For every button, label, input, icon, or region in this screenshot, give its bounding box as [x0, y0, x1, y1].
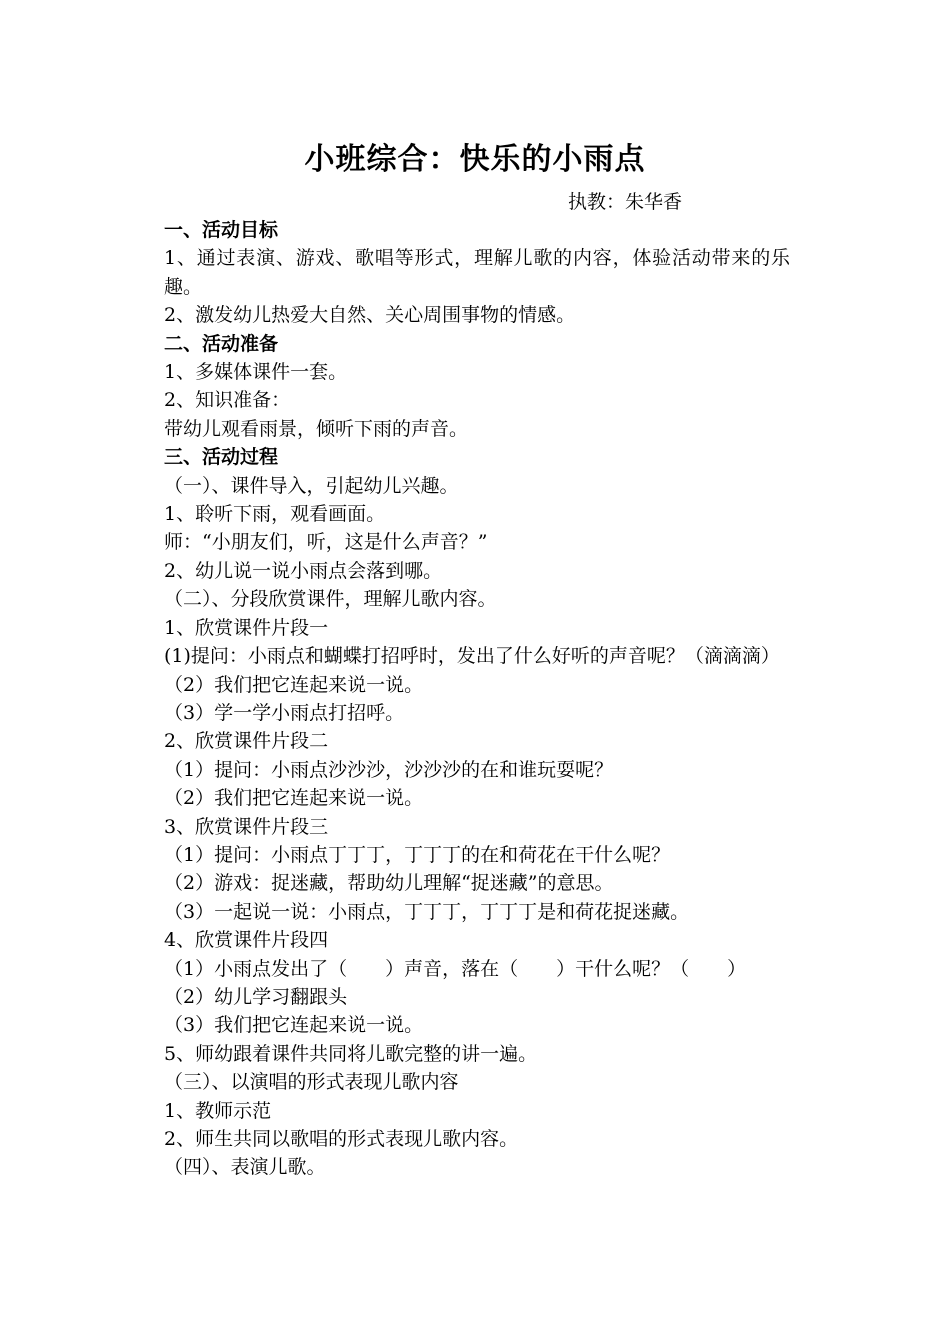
- paragraph-line: （1）提问：小雨点沙沙沙，沙沙沙的在和谁玩耍呢？: [164, 758, 614, 781]
- paragraph-line: 2、知识准备：: [164, 389, 291, 412]
- document-title: 小班综合：快乐的小雨点: [304, 142, 646, 177]
- paragraph-line: （二）、分段欣赏课件，理解儿歌内容。: [164, 588, 497, 611]
- paragraph-line: 带幼儿观看雨景，倾听下雨的声音。: [164, 417, 469, 440]
- paragraph-line: （2）我们把它连起来说一说。: [164, 787, 424, 810]
- paragraph-line: 1、教师示范: [164, 1099, 272, 1122]
- paragraph-line: （1）小雨点发出了（ ）声音，落在（ ）干什么呢？（ ）: [164, 957, 747, 980]
- paragraph-line: 1、通过表演、游戏、歌唱等形式，理解儿歌的内容，体验活动带来的乐趣。: [164, 247, 790, 298]
- paragraph-line: 2、欣赏课件片段二: [164, 730, 329, 753]
- paragraph-line: 1、欣赏课件片段一: [164, 616, 329, 639]
- paragraph-line: 1、多媒体课件一套。: [164, 361, 348, 384]
- section-heading: 二、活动准备: [164, 332, 279, 355]
- paragraph-line: 2、师生共同以歌唱的形式表现儿歌内容。: [164, 1128, 519, 1150]
- paragraph-line: （三）、以演唱的形式表现儿歌内容: [164, 1071, 459, 1094]
- paragraph-line: 5、师幼跟着课件共同将儿歌完整的讲一遍。: [164, 1042, 538, 1065]
- paragraph-line: （3）我们把它连起来说一说。: [164, 1014, 424, 1037]
- section-heading: 三、活动过程: [164, 446, 279, 469]
- paragraph-line: 2、激发幼儿热爱大自然、关心周围事物的情感。: [164, 304, 576, 327]
- teacher-credit: 执教：朱华香: [568, 191, 683, 213]
- paragraph-line: （一）、课件导入，引起幼儿兴趣。: [164, 474, 459, 497]
- paragraph-line: 2、幼儿说一说小雨点会落到哪。: [164, 559, 443, 582]
- paragraph-line: （2）游戏：捉迷藏，帮助幼儿理解“捉迷藏”的意思。: [164, 872, 614, 895]
- paragraph-line: (1)提问：小雨点和蝴蝶打招呼时，发出了什么好听的声音呢？（滴滴滴）: [164, 645, 780, 668]
- paragraph-line: 3、欣赏课件片段三: [164, 815, 329, 838]
- paragraph-line: 1、聆听下雨，观看画面。: [164, 503, 386, 526]
- paragraph-line: 4、欣赏课件片段四: [164, 929, 329, 952]
- document-body: [164, 216, 790, 1182]
- paragraph-line: （3）学一学小雨点打招呼。: [164, 701, 405, 724]
- section-heading: 一、活动目标: [164, 219, 279, 241]
- paragraph-line: （2）幼儿学习翻跟头: [164, 985, 348, 1008]
- paragraph-line: （1）提问：小雨点丁丁丁，丁丁丁的在和荷花在干什么呢？: [164, 843, 671, 866]
- paragraph-line: （3）一起说一说：小雨点，丁丁丁，丁丁丁是和荷花捉迷藏。: [164, 900, 690, 923]
- paragraph-line: （四）、表演儿歌。: [164, 1156, 326, 1179]
- paragraph-line: （2）我们把它连起来说一说。: [164, 673, 424, 696]
- paragraph-line: 师：“小朋友们，听，这是什么声音？”: [164, 531, 488, 554]
